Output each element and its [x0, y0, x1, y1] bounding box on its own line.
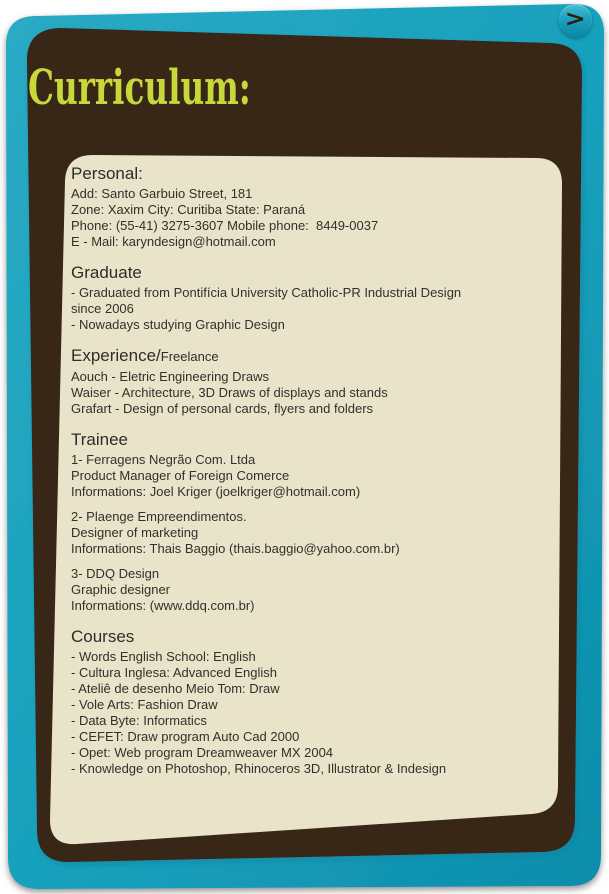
blank-line [71, 500, 549, 509]
section-heading: Courses [71, 627, 135, 646]
text-line: Add: Santo Garbuio Street, 181 [71, 186, 253, 201]
text-line: Aouch - Eletric Engineering Draws [71, 369, 269, 384]
blank-line [71, 557, 549, 566]
text-line: since 2006 [71, 301, 134, 316]
section-heading: Experience/Freelance [71, 346, 219, 365]
section-personal [71, 164, 549, 250]
resume-sections [71, 164, 549, 777]
text-line: Waiser - Architecture, 3D Draws of displays and stands [71, 385, 388, 400]
text-line: Product Manager of Foreign Comerce [71, 468, 290, 483]
text-line: - Graduated from Pontifícia University Catholic-PR Industrial Design [71, 285, 462, 300]
section-courses [71, 627, 549, 777]
text-line: - CEFET: Draw program Auto Cad 2000 [71, 729, 300, 744]
section-graduate [71, 263, 549, 333]
text-line: - Words English School: English [71, 649, 256, 664]
page-title: Curriculum: [28, 60, 251, 116]
text-line: 3- DDQ Design [71, 566, 160, 581]
text-line: E - Mail: karyndesign@hotmail.com [71, 234, 276, 249]
text-line: Zone: Xaxim City: Curitiba State: Paraná [71, 202, 306, 217]
section-heading: Trainee [71, 430, 129, 449]
next-arrow-icon: > [564, 6, 587, 32]
text-line: - Data Byte: Informatics [71, 713, 207, 728]
section-heading-suffix: Freelance [160, 349, 219, 364]
text-line: 2- Plaenge Empreendimentos. [71, 509, 247, 524]
text-line: - Ateliê de desenho Meio Tom: Draw [71, 681, 280, 696]
section-heading: Graduate [71, 263, 142, 282]
text-line: - Opet: Web program Dreamweaver MX 2004 [71, 745, 334, 760]
next-button[interactable] [559, 4, 592, 37]
text-line: Informations: Joel Kriger (joelkriger@hotmail.com) [71, 484, 361, 499]
content-area [71, 164, 549, 790]
section-trainee [71, 430, 549, 614]
text-line: - Knowledge on Photoshop, Rhinoceros 3D, Illustrator & Indesign [71, 761, 447, 776]
text-line: - Nowadays studying Graphic Design [71, 317, 285, 332]
section-heading: Personal: [71, 164, 143, 183]
text-line: Grafart - Design of personal cards, flyers and folders [71, 401, 374, 416]
text-line: Designer of marketing [71, 525, 199, 540]
text-line: Phone: (55-41) 3275-3607 Mobile phone: 8449-0037 [71, 218, 379, 233]
text-line: - Cultura Inglesa: Advanced English [71, 665, 277, 680]
text-line: - Vole Arts: Fashion Draw [71, 697, 218, 712]
text-line: Informations: (www.ddq.com.br) [71, 598, 255, 613]
text-line: 1- Ferragens Negrão Com. Ltda [71, 452, 256, 467]
text-line: Informations: Thais Baggio (thais.baggio@yahoo.com.br) [71, 541, 400, 556]
text-line: Graphic designer [71, 582, 170, 597]
section-experience [71, 346, 549, 417]
